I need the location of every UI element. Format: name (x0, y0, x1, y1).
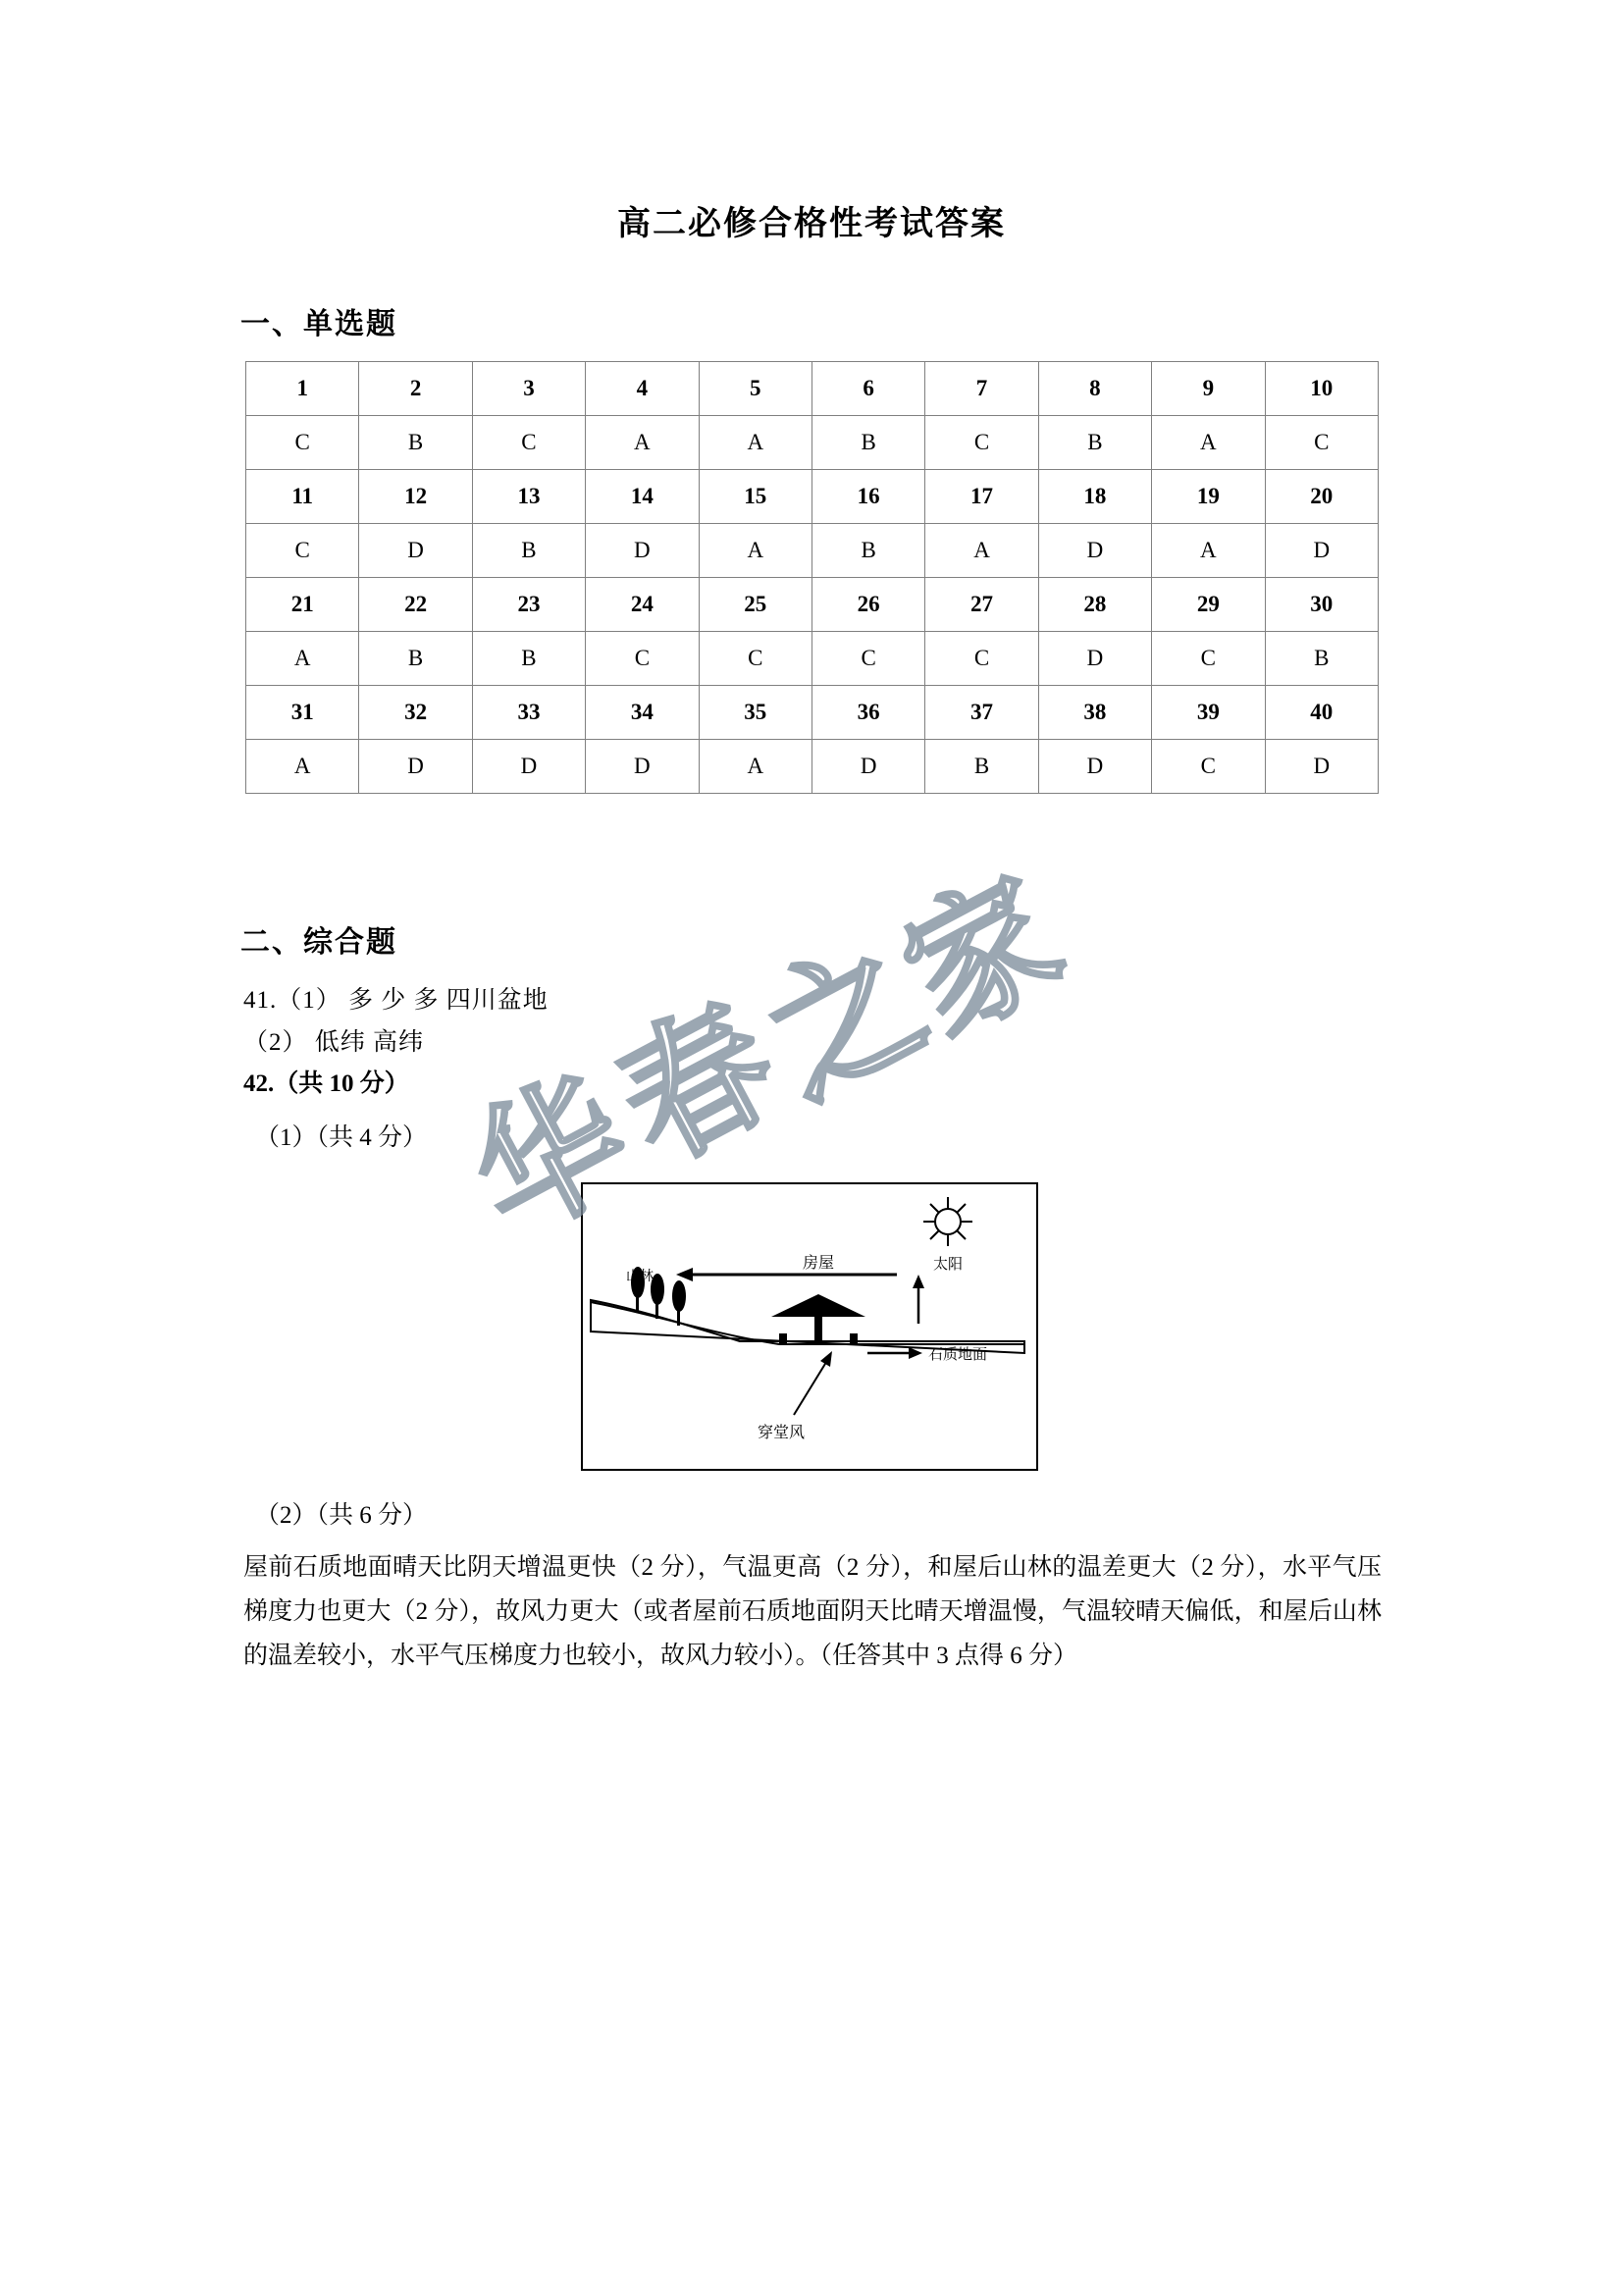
table-cell: 23 (472, 578, 585, 632)
table-cell: 11 (246, 470, 359, 524)
table-cell: A (1152, 524, 1265, 578)
table-cell: B (1038, 416, 1151, 470)
table-cell: 5 (699, 362, 812, 416)
table-cell: 35 (699, 686, 812, 740)
table-cell: B (812, 524, 924, 578)
table-cell: 17 (925, 470, 1038, 524)
table-row (246, 524, 1379, 578)
table-cell: D (1038, 632, 1151, 686)
table-cell: A (699, 524, 812, 578)
table-cell: D (359, 740, 472, 794)
table-row (246, 632, 1379, 686)
table-cell: 37 (925, 686, 1038, 740)
hall-wind-pointer-line (794, 1359, 828, 1415)
watermark-char: 家 (879, 851, 1087, 1065)
table-cell: D (1038, 524, 1151, 578)
table-cell: C (1152, 632, 1265, 686)
table-row (246, 362, 1379, 416)
table-cell: 15 (699, 470, 812, 524)
table-cell: D (586, 524, 699, 578)
table-cell: 16 (812, 470, 924, 524)
house-label: 房屋 (802, 1255, 835, 1272)
hall-wind-pointer-head (820, 1351, 832, 1367)
table-cell: 1 (246, 362, 359, 416)
table-cell: A (586, 416, 699, 470)
hall-wind-label: 穿堂风 (758, 1425, 806, 1441)
table-cell: C (586, 632, 699, 686)
table-cell: 33 (472, 686, 585, 740)
table-cell: 28 (1038, 578, 1151, 632)
table-cell: 10 (1265, 362, 1378, 416)
table-cell: 22 (359, 578, 472, 632)
table-cell: A (246, 740, 359, 794)
table-cell: 2 (359, 362, 472, 416)
answer-42-header: 42.（共 10 分） (243, 1070, 409, 1097)
table-cell: 7 (925, 362, 1038, 416)
watermark-char: 华 (447, 1052, 655, 1266)
table-cell: 32 (359, 686, 472, 740)
table-cell: D (1265, 524, 1378, 578)
table-row (246, 686, 1379, 740)
table-cell: 29 (1152, 578, 1265, 632)
answer-key-body (246, 362, 1379, 794)
house-shape (771, 1294, 865, 1344)
table-cell: D (812, 740, 924, 794)
wind-arrow-head (676, 1268, 693, 1281)
table-cell: C (699, 632, 812, 686)
table-cell: C (246, 416, 359, 470)
tree-icon (672, 1280, 686, 1326)
table-cell: D (359, 524, 472, 578)
table-cell: B (812, 416, 924, 470)
page-title: 高二必修合格性考试答案 (617, 206, 1006, 242)
table-row (246, 470, 1379, 524)
table-cell: A (246, 632, 359, 686)
table-cell: 39 (1152, 686, 1265, 740)
table-cell: 4 (586, 362, 699, 416)
watermark-char: 春 (595, 978, 803, 1192)
table-cell: B (359, 632, 472, 686)
mountain-forest-label: 山林 (626, 1270, 654, 1284)
table-cell: D (1265, 740, 1378, 794)
table-cell: 36 (812, 686, 924, 740)
table-cell: C (925, 632, 1038, 686)
table-cell: B (472, 524, 585, 578)
table-cell: 8 (1038, 362, 1151, 416)
table-cell: 24 (586, 578, 699, 632)
table-cell: C (1265, 416, 1378, 470)
table-cell: 18 (1038, 470, 1151, 524)
table-cell: 26 (812, 578, 924, 632)
section-heading-single-choice: 一、单选题 (240, 308, 397, 340)
table-cell: C (1152, 740, 1265, 794)
table-cell: 12 (359, 470, 472, 524)
table-row (246, 578, 1379, 632)
table-cell: 40 (1265, 686, 1378, 740)
table-cell: C (472, 416, 585, 470)
table-cell: 30 (1265, 578, 1378, 632)
table-cell: 27 (925, 578, 1038, 632)
table-cell: C (246, 524, 359, 578)
table-cell: B (472, 632, 585, 686)
stone-ground-arrow-head (909, 1347, 922, 1359)
stone-ground-label: 石质地面 (928, 1347, 988, 1363)
table-cell: 31 (246, 686, 359, 740)
table-cell: 38 (1038, 686, 1151, 740)
table-cell: 20 (1265, 470, 1378, 524)
table-cell: 6 (812, 362, 924, 416)
table-cell: C (812, 632, 924, 686)
table-cell: 34 (586, 686, 699, 740)
section-heading-comprehensive: 二、综合题 (240, 926, 397, 959)
answer-41-line2: （2） 低纬 高纬 (243, 1029, 425, 1056)
table-row (246, 416, 1379, 470)
table-cell: D (1038, 740, 1151, 794)
answer-key-table (245, 361, 1379, 794)
table-row (246, 740, 1379, 794)
watermark-char: 之 (742, 914, 950, 1128)
table-cell: B (359, 416, 472, 470)
diagram-hall-wind (581, 1182, 1038, 1471)
table-cell: A (699, 416, 812, 470)
table-cell: D (586, 740, 699, 794)
table-cell: B (925, 740, 1038, 794)
table-cell: D (472, 740, 585, 794)
table-cell: 9 (1152, 362, 1265, 416)
table-cell: 3 (472, 362, 585, 416)
table-cell: C (925, 416, 1038, 470)
answer-41-line1: 41.（1） 多 少 多 四川盆地 (243, 987, 549, 1014)
answer-42-part2-label: （2）（共 6 分） (255, 1502, 428, 1529)
table-cell: A (1152, 416, 1265, 470)
answer-42-part1-label: （1）（共 4 分） (255, 1124, 428, 1151)
table-cell: 19 (1152, 470, 1265, 524)
rising-air-arrow-head (913, 1275, 924, 1288)
table-cell: 25 (699, 578, 812, 632)
sun-icon (923, 1197, 972, 1246)
answer-42-part2-text: 屋前石质地面晴天比阴天增温更快（2 分），气温更高（2 分），和屋后山林的温差更大（2 分），水平气压梯度力也更大（2 分），故风力更大（或者屋前石质地面阴天比晴天增温慢，气温较晴天偏低，和屋后山林的温差较小，水平气压梯度力也较小，故风力较小）。（任答其中 3 点得 6 分） (243, 1554, 1382, 1669)
table-cell: A (925, 524, 1038, 578)
table-cell: 13 (472, 470, 585, 524)
diagram-svg (583, 1184, 1032, 1465)
table-cell: 21 (246, 578, 359, 632)
table-cell: 14 (586, 470, 699, 524)
table-cell: A (699, 740, 812, 794)
sun-label: 太阳 (932, 1257, 964, 1273)
table-cell: B (1265, 632, 1378, 686)
